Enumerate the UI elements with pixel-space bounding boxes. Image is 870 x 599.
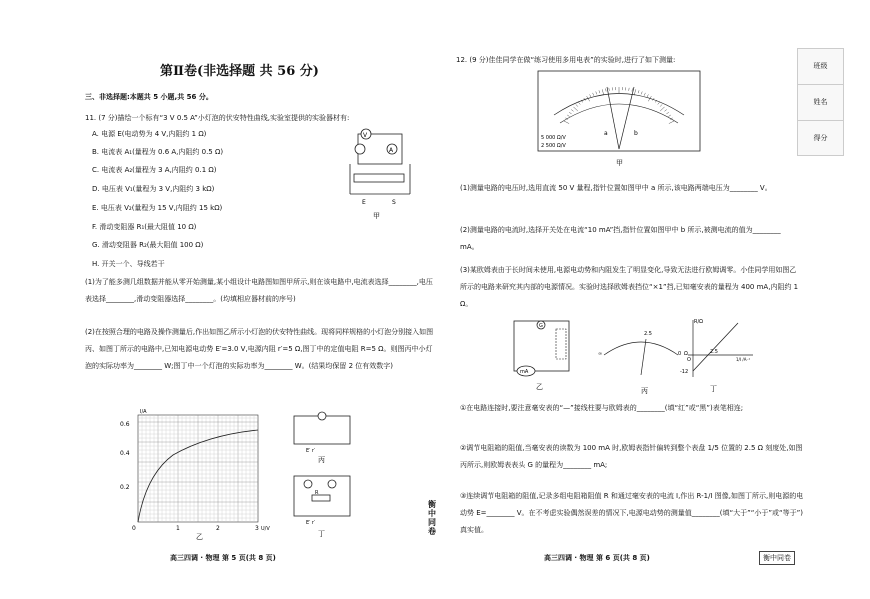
q11-stem: 11. (7 分)描绘一个标有“3 V 0.5 A”小灯泡的伏安特性曲线,实验室提供的实验器材有: <box>85 114 350 122</box>
ohmmeter-circuit <box>504 315 576 395</box>
brand-badge: 衡中同卷 <box>759 551 795 565</box>
q12-part2: (2)测量电路的电流时,选择开关处在电流“10 mA”挡,指针位置如图甲中 b 所示,被测电流的值为________ mA。 <box>460 226 781 251</box>
q12-sub3: ③连续调节电阻箱的阻值,记录多组电阻箱阻值 R 和通过毫安表的电流 I,作出 R-1/I 图像,如图丁所示,则电源的电动势 E=________ V。在不考虑实验偶然误差的情况下,电源电动势的测量值________(填“大于”“小于”或“等于”)真实值。 <box>460 492 804 534</box>
svg-text:U/V: U/V <box>261 526 270 532</box>
section-instruction: 三、非选择题:本题共 5 小题,共 56 分。 <box>85 93 213 101</box>
svg-text:2: 2 <box>216 525 220 532</box>
fig-ding-caption: 丁 <box>318 530 325 538</box>
q12-sub2: ②调节电阻箱的阻值,当毫安表的读数为 100 mA 时,欧姆表指针偏转到整个表盘 1/5 位置的 2.5 Ω 刻度处,如图丙所示,则欧姆表表头 G 的量程为________ mA; <box>460 444 803 469</box>
svg-text:V: V <box>363 132 368 139</box>
q11-option-g: G. 滑动变阻器 R₂(最大阻值 100 Ω) <box>92 241 204 249</box>
svg-text:mA: mA <box>520 369 529 375</box>
svg-text:E: E <box>362 199 366 206</box>
student-info-box <box>797 48 844 156</box>
circuit-jia <box>340 124 420 224</box>
section-title: 第Ⅱ卷(非选择题 共 56 分) <box>160 64 319 79</box>
q12-part3: (3)某欧姆表由于长时间未使用,电源电动势和内阻发生了明显变化,导致无法进行欧姆调零。小佳同学用如图乙所示的电路来研究其内部的电源情况。实验时选择欧姆表挡位“×1”挡,已知毫安表的量程为 400 mA,内阻约 1 Ω。 <box>460 266 799 308</box>
svg-text:∞: ∞ <box>598 351 603 357</box>
fig-ding-caption-r: 丁 <box>710 385 717 393</box>
fig-yi-caption-r: 乙 <box>536 383 543 391</box>
svg-text:5 000 Ω/V: 5 000 Ω/V <box>541 135 566 141</box>
q11-part2: (2)在按照合理的电路及操作测量后,作出如图乙所示小灯泡的伏安特性曲线。现将同样规格的小灯泡分别接入如图丙、如图丁所示的电路中,已知电源电动势 E′=3.0 V,电源内阻 r′=5 Ω,图丁中的定值电阻 R=5 Ω。则图丙中小灯泡的实际功率为________ W;图丁中一个灯泡的实际功率为________ W。(结果均保留 2 位有效数字) <box>85 328 434 370</box>
svg-text:-12: -12 <box>680 369 689 375</box>
q12-stem: 12. (9 分)佳佳同学在做“练习使用多用电表”的实验时,进行了如下测量: <box>456 56 676 64</box>
svg-text:Ω: Ω <box>684 351 688 357</box>
right-footer: 高三四调 · 物理 第 6 页(共 8 页) <box>544 554 650 562</box>
q11-option-a: A. 电源 E(电动势为 4 V,内阻约 1 Ω) <box>92 130 207 138</box>
q11-option-d: D. 电压表 V₁(量程为 3 V,内阻约 3 kΩ) <box>92 185 215 193</box>
r-vs-inverse-i-graph <box>678 315 758 395</box>
q12-sub1: ①在电路连接时,要注意毫安表的“—”接线柱要与欧姆表的________(填“红”或“黑”)表笔相连; <box>460 404 744 412</box>
svg-text:0: 0 <box>132 525 136 532</box>
fig-bing-caption: 丙 <box>318 456 325 464</box>
iv-curve-graph <box>118 405 276 540</box>
svg-text:1: 1 <box>176 525 180 532</box>
svg-text:2.5: 2.5 <box>644 331 652 337</box>
ohm-scale-dial <box>596 325 691 395</box>
svg-text:R: R <box>315 490 319 496</box>
fig-jia-caption-r: 甲 <box>616 159 623 167</box>
score-label: 得分 <box>813 134 828 142</box>
svg-text:3: 3 <box>255 525 259 532</box>
left-footer: 高三四调 · 物理 第 5 页(共 8 页) <box>170 554 276 562</box>
svg-text:A: A <box>389 147 394 154</box>
rheostat-symbol <box>354 174 404 182</box>
q11-option-e: E. 电压表 V₂(量程为 15 V,内阻约 15 kΩ) <box>92 204 223 212</box>
svg-text:1/I /A⁻¹: 1/I /A⁻¹ <box>736 357 751 362</box>
name-label: 姓名 <box>798 85 843 121</box>
svg-text:G: G <box>539 323 543 329</box>
svg-text:S: S <box>392 199 396 206</box>
bulb-symbol <box>355 144 365 154</box>
svg-text:E′ r′: E′ r′ <box>306 448 316 454</box>
fig-jia-caption: 甲 <box>373 212 380 220</box>
q11-option-h: H. 开关一个、导线若干 <box>92 260 165 268</box>
multimeter-dial <box>534 67 704 172</box>
q12-part1: (1)测量电路的电压时,选用直流 50 V 量程,指针位置如图甲中 a 所示,该电路两端电压为________ V。 <box>460 184 772 192</box>
svg-text:I/A: I/A <box>140 409 147 415</box>
svg-text:E′ r′: E′ r′ <box>306 520 316 526</box>
svg-text:a: a <box>604 130 608 137</box>
svg-text:2.5: 2.5 <box>710 349 718 355</box>
q11-part1: (1)为了能多测几组数据并能从零开始测量,某小组设计电路图如图甲所示,则在该电路中,电流表选择________,电压表选择________,滑动变阻器选择________。(均填相应器材前的序号) <box>85 278 433 303</box>
q11-option-f: F. 滑动变阻器 R₁(最大阻值 10 Ω) <box>92 223 197 231</box>
svg-text:R/Ω: R/Ω <box>694 319 703 325</box>
svg-text:O: O <box>687 357 691 363</box>
center-stamp: 衡中同卷 <box>428 500 436 536</box>
svg-text:0.4: 0.4 <box>120 450 130 457</box>
fig-bing-caption-r: 丙 <box>641 387 648 395</box>
svg-text:0: 0 <box>678 351 682 357</box>
svg-text:2 500 Ω/V: 2 500 Ω/V <box>541 143 566 149</box>
q11-option-c: C. 电流表 A₂(量程为 3 A,内阻约 0.1 Ω) <box>92 166 217 174</box>
class-label: 班级 <box>798 49 843 85</box>
svg-text:0.2: 0.2 <box>120 484 130 491</box>
circuit-bing <box>288 410 358 465</box>
fig-yi-caption: 乙 <box>196 533 203 540</box>
svg-text:0.6: 0.6 <box>120 421 130 428</box>
svg-text:b: b <box>634 130 638 137</box>
q11-option-b: B. 电流表 A₁(量程为 0.6 A,内阻约 0.5 Ω) <box>92 148 224 156</box>
circuit-ding <box>288 470 358 540</box>
